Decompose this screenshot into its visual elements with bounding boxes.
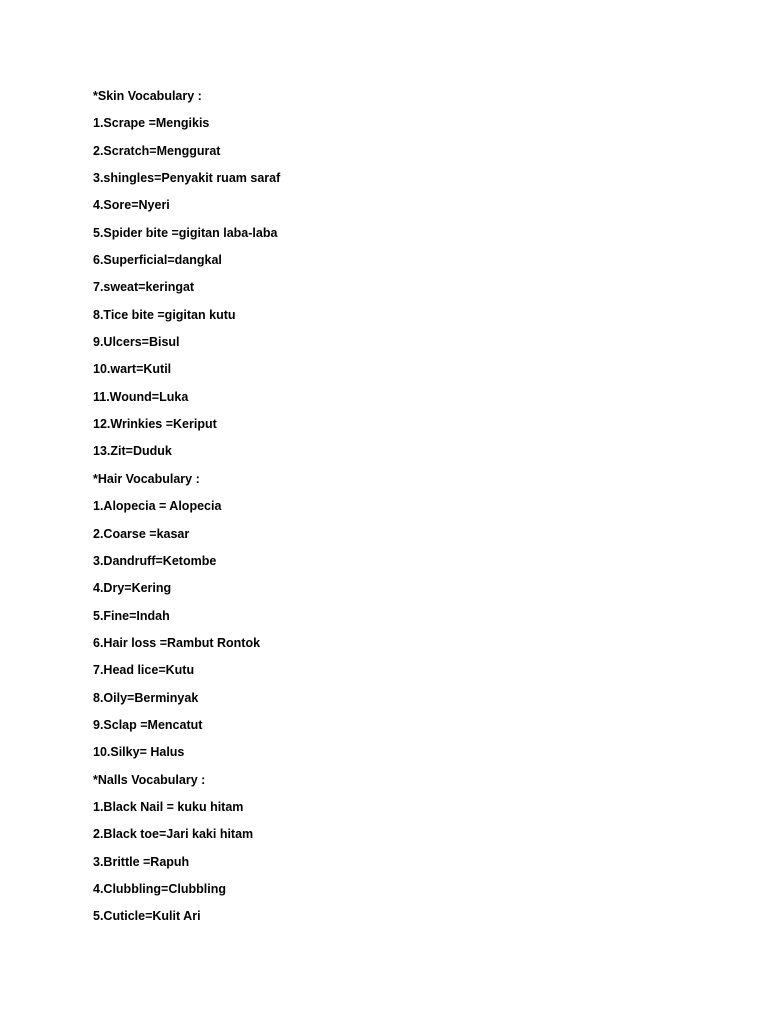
list-item: 10.Silky= Halus xyxy=(93,745,185,760)
list-item: 2.Scratch=Menggurat xyxy=(93,143,221,158)
section-heading-nails: *Nalls Vocabulary : xyxy=(93,772,206,787)
list-item: 12.Wrinkies =Keriput xyxy=(93,417,217,432)
list-item: 7.sweat=keringat xyxy=(93,280,195,295)
list-item: 11.Wound=Luka xyxy=(93,389,189,404)
list-item: 3.shingles=Penyakit ruam saraf xyxy=(93,171,281,186)
list-item: 6.Hair loss =Rambut Rontok xyxy=(93,635,261,650)
list-item: 5.Fine=Indah xyxy=(93,608,170,623)
list-item: 3.Brittle =Rapuh xyxy=(93,854,190,869)
list-item: 10.wart=Kutil xyxy=(93,362,172,377)
list-item: 7.Head lice=Kutu xyxy=(93,663,195,678)
list-item: 8.Tice bite =gigitan kutu xyxy=(93,307,236,322)
list-item: 6.Superficial=dangkal xyxy=(93,253,222,268)
list-item: 2.Black toe=Jari kaki hitam xyxy=(93,827,254,842)
section-heading-hair: *Hair Vocabulary : xyxy=(93,471,200,486)
section-heading-skin: *Skin Vocabulary : xyxy=(93,89,202,103)
list-item: 5.Spider bite =gigitan laba-laba xyxy=(93,225,278,240)
list-item: 9.Ulcers=Bisul xyxy=(93,335,180,350)
list-item: 1.Alopecia = Alopecia xyxy=(93,499,222,514)
list-item: 4.Dry=Kering xyxy=(93,581,172,596)
list-item: 5.Cuticle=Kulit Ari xyxy=(93,909,201,924)
list-item: 3.Dandruff=Ketombe xyxy=(93,553,217,568)
list-item: 13.Zit=Duduk xyxy=(93,444,172,459)
list-item: 1.Black Nail = kuku hitam xyxy=(93,799,244,814)
list-item: 9.Sclap =Mencatut xyxy=(93,717,203,732)
list-item: 4.Clubbling=Clubbling xyxy=(93,881,226,896)
list-item: 4.Sore=Nyeri xyxy=(93,198,170,213)
list-item: 2.Coarse =kasar xyxy=(93,526,190,541)
list-item: 8.Oily=Berminyak xyxy=(93,690,199,705)
list-item: 1.Scrape =Mengikis xyxy=(93,116,210,131)
document-page xyxy=(93,87,733,935)
